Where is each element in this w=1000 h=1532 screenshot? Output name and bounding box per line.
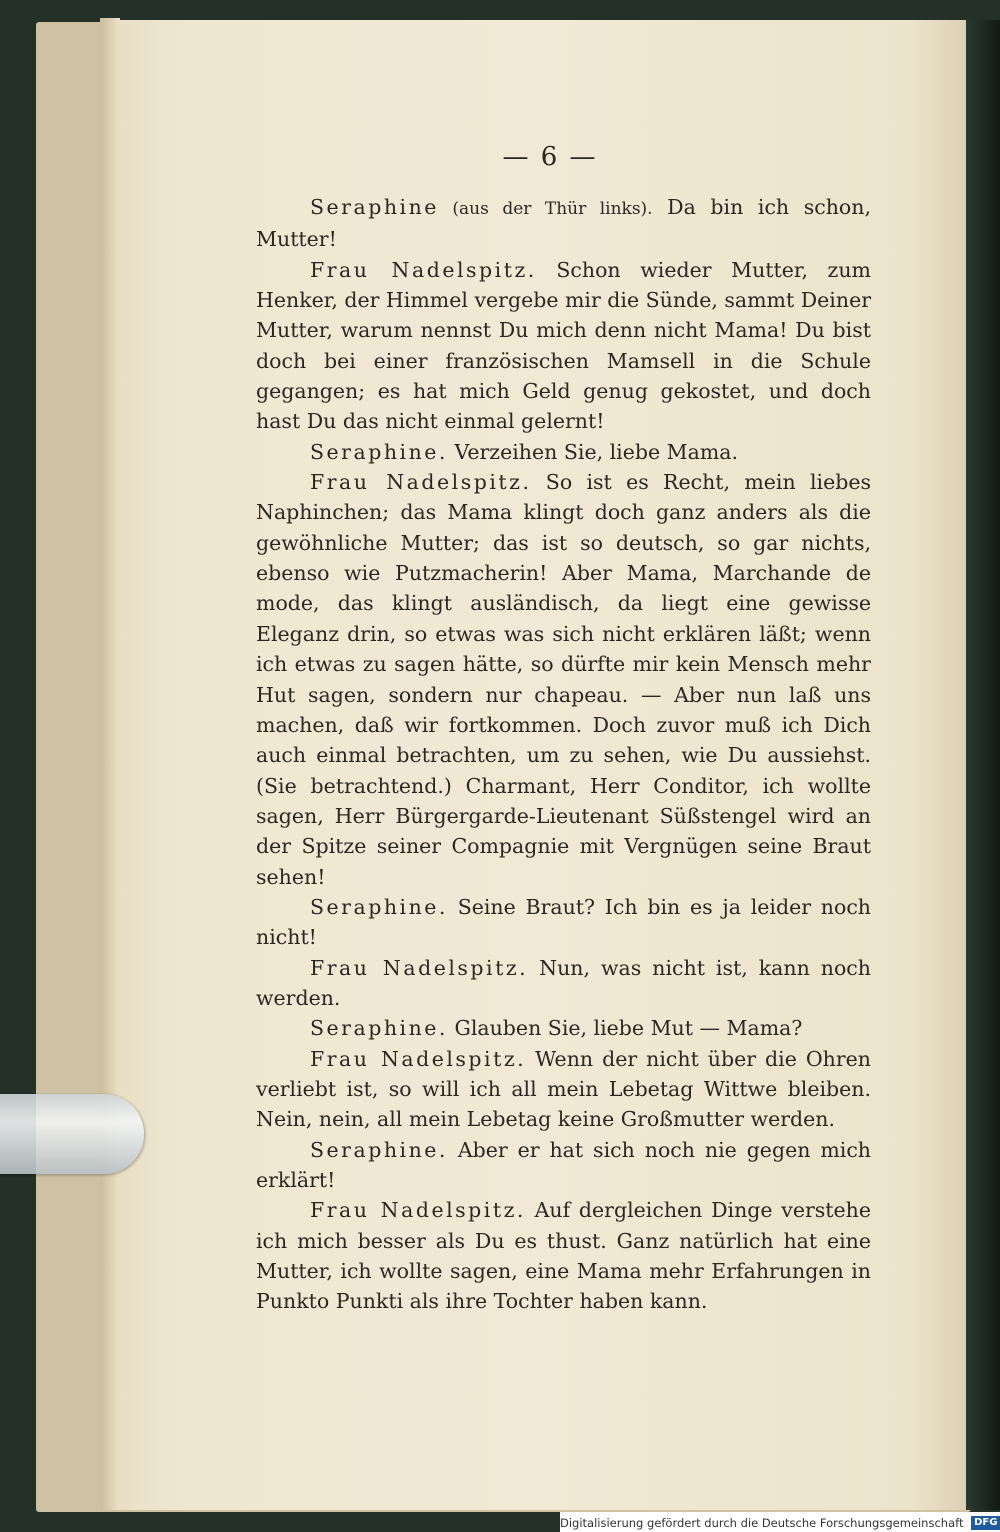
dialogue-line: Nun, was nicht ist, kann noch werden. [256, 955, 871, 1010]
stage-direction: (aus der Thür links). [438, 199, 653, 219]
speaker-name: Seraphine. [310, 1016, 448, 1041]
dialogue-line: Auf dergleichen Dinge verstehe ich mich besser als Du es thust. Ganz natürlich hat eine Mutter, ich wollte sagen, eine Mama mehr Erfahrungen in Punkto Punkti als ihre Tochter haben kann. [256, 1198, 871, 1314]
dialogue-line: Glauben Sie, liebe Mut — Mama? [447, 1016, 803, 1041]
dialogue-line: Schon wieder Mutter, zum Henker, der Himmel vergebe mir die Sünde, sammt Deiner Mutter, warum nennst Du mich denn nicht Mama! Du bist doch bei einer französischen Mamsell in die Schule gegangen; es hat mich Geld genug gekostet, und doch hast Du das nicht einmal gelernt! [256, 257, 871, 434]
dfg-logo-icon: DFG [971, 1516, 1000, 1530]
dialogue-paragraph [256, 437, 871, 467]
dialogue-line: Wenn der nicht über die Ohren verliebt ist, so will ich all mein Lebetag Wittwe bleiben. Nein, nein, all mein Lebetag keine Großmutter werden. [256, 1046, 871, 1132]
footer-credit: Digitalisierung gefördert durch die Deutsche Forschungsgemeinschaft [560, 1515, 964, 1530]
page-number-header: — 6 — [502, 142, 598, 172]
speaker-name: Seraphine. [310, 894, 448, 919]
speaker-name: Frau Nadelspitz. [310, 1046, 527, 1071]
dialogue-line: Seine Braut? Ich bin es ja leider noch nicht! [256, 894, 871, 950]
dialogue-line: Verzeihen Sie, liebe Mama. [447, 439, 739, 464]
dialogue-paragraph [256, 1013, 871, 1043]
dialogue-paragraph [256, 192, 871, 255]
speaker-name: Frau Nadelspitz. [310, 955, 529, 980]
dialogue-line: Da bin ich schon, Mutter! [256, 195, 871, 252]
dialogue-paragraph [256, 892, 871, 953]
page-edge [100, 18, 120, 1510]
speaker-name: Seraphine [310, 195, 439, 219]
page-clip [0, 1094, 144, 1174]
spine-shadow [966, 20, 1000, 1510]
dialogue-paragraph [256, 1044, 871, 1135]
speaker-name: Frau Nadelspitz. [310, 1198, 526, 1223]
dialogue-paragraph [256, 467, 871, 892]
dialogue-line: So ist es Recht, mein liebes Naphinchen; das Mama klingt doch ganz anders als die gewöhnliche Mutter; das ist so deutsch, so gar nichts, ebenso wie Putzmacherin! Aber Mama, Marchande de mode, das klingt ausländisch, da liegt eine gewisse Eleganz drin, so etwas was sich nicht erklären läßt; wenn ich etwas zu sagen hätte, so dürfte mir kein Mensch mehr Hut sagen, sondern nur chapeau. — Aber nun laß uns machen, daß wir fortkommen. Doch zuvor muß ich Dich auch einmal betrachten, um zu sehen, wie Du aussiehst. (Sie betrachtend.) Charmant, Herr Conditor, ich wollte sagen, Herr Bürgergarde-Lieutenant Süßstengel wird an der Spitze seiner Compagnie mit Vergnügen seine Braut sehen! [256, 470, 871, 889]
speaker-name: Seraphine. [310, 1137, 448, 1162]
dialogue-paragraph [256, 1135, 871, 1196]
speaker-name: Seraphine. [310, 439, 448, 464]
dialogue-line: Aber er hat sich noch nie gegen mich erklärt! [256, 1137, 871, 1192]
dialogue-paragraph [256, 255, 871, 437]
digitization-footer [560, 1512, 1000, 1532]
dialogue-paragraph [256, 1195, 871, 1316]
speaker-name: Frau Nadelspitz. [310, 257, 537, 282]
speaker-name: Frau Nadelspitz. [310, 470, 532, 495]
dialogue-paragraph [256, 953, 871, 1014]
dialogue-text [256, 192, 871, 1317]
